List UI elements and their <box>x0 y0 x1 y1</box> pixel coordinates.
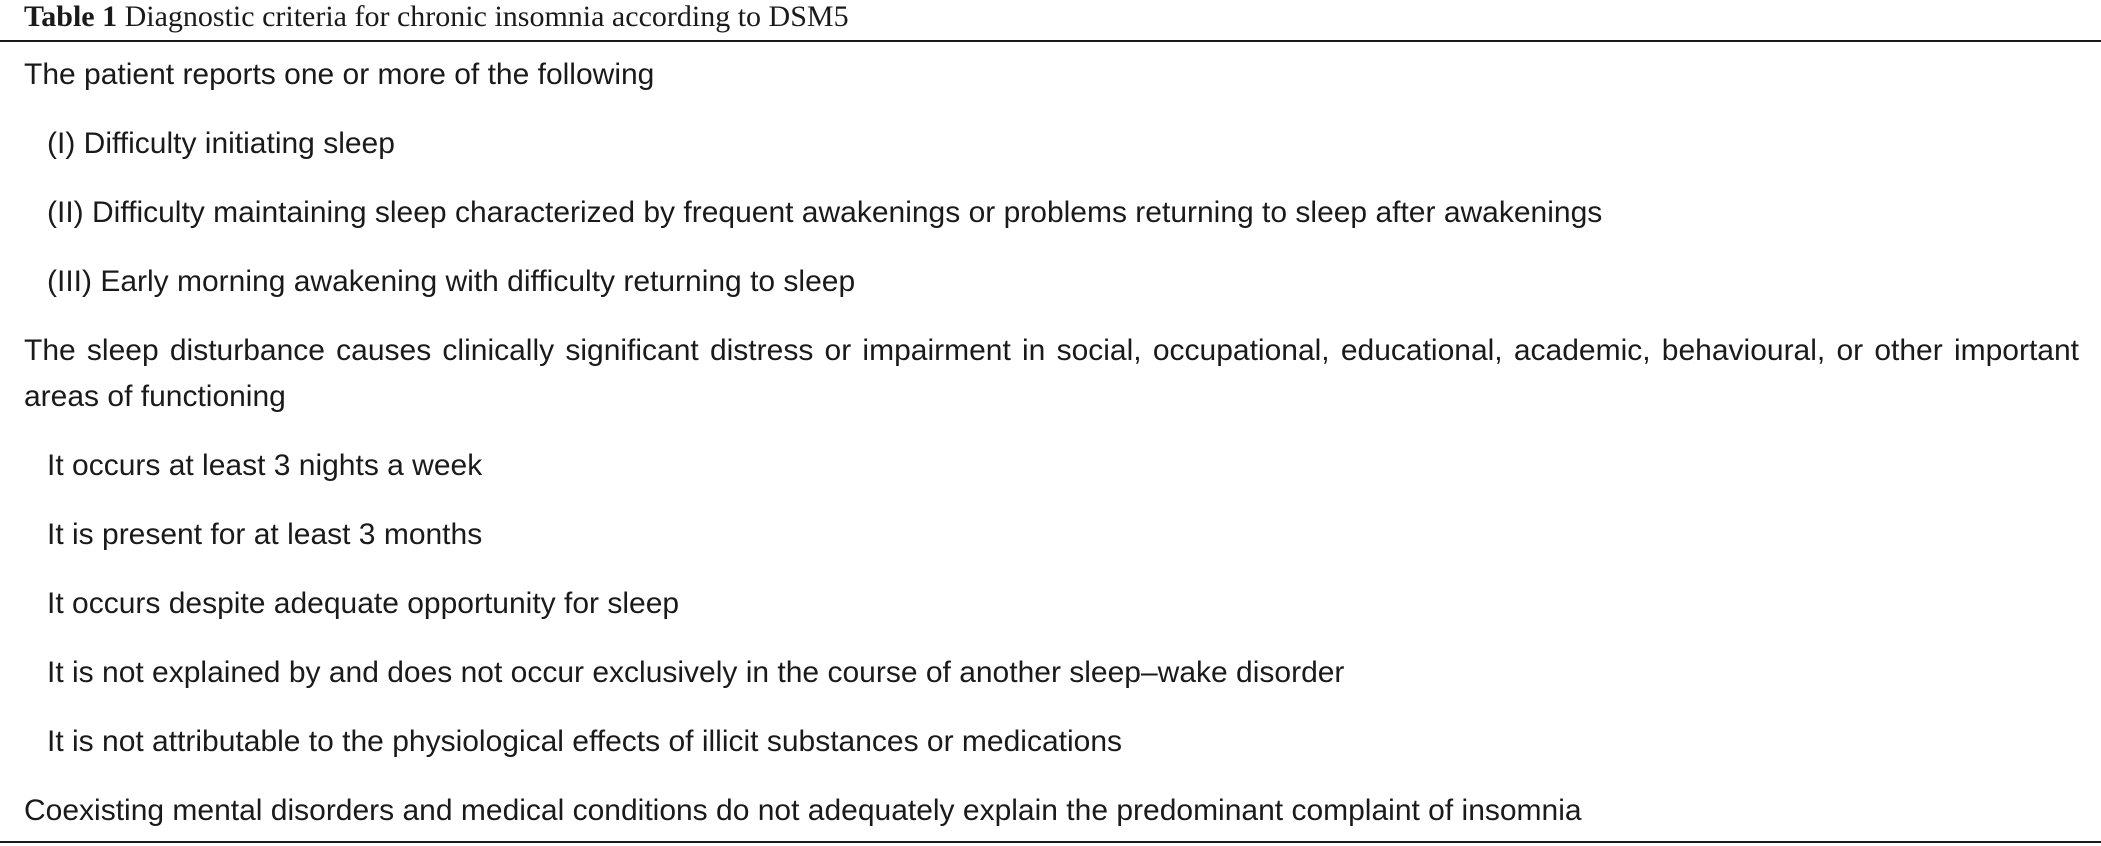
table-row-opportunity: It occurs despite adequate opportunity for sleep <box>47 587 680 620</box>
table-row-subitem-i: (I) Difficulty initiating sleep <box>47 127 395 160</box>
table-row-frequency: It occurs at least 3 nights a week <box>47 449 483 482</box>
table-row-subitem-ii: (II) Difficulty maintaining sleep characterized by frequent awakenings or problems returning to sleep after awakenings <box>47 196 1603 229</box>
table-caption <box>24 0 849 38</box>
table-caption-label: Table 1 <box>24 0 118 33</box>
table-caption-text: Diagnostic criteria for chronic insomnia according to DSM5 <box>124 0 849 33</box>
table-row-subitem-iii: (III) Early morning awakening with difficulty returning to sleep <box>47 265 856 298</box>
table-bottom-rule <box>0 841 2101 843</box>
table-row-duration: It is present for at least 3 months <box>47 518 483 551</box>
table-row-coexisting: Coexisting mental disorders and medical conditions do not adequately explain the predominant complaint of insomnia <box>24 794 1582 827</box>
table-row-other-disorder: It is not explained by and does not occur exclusively in the course of another sleep–wake disorder <box>47 656 1345 689</box>
table-row-substances: It is not attributable to the physiological effects of illicit substances or medications <box>47 725 1123 758</box>
table-row-criterion-b: The sleep disturbance causes clinically significant distress or impairment in social, occupational, educational, academic, behavioural, or other important areas of functioning <box>24 334 2079 413</box>
table-row-criterion-a: The patient reports one or more of the following <box>24 58 655 91</box>
table-top-rule <box>0 40 2101 42</box>
